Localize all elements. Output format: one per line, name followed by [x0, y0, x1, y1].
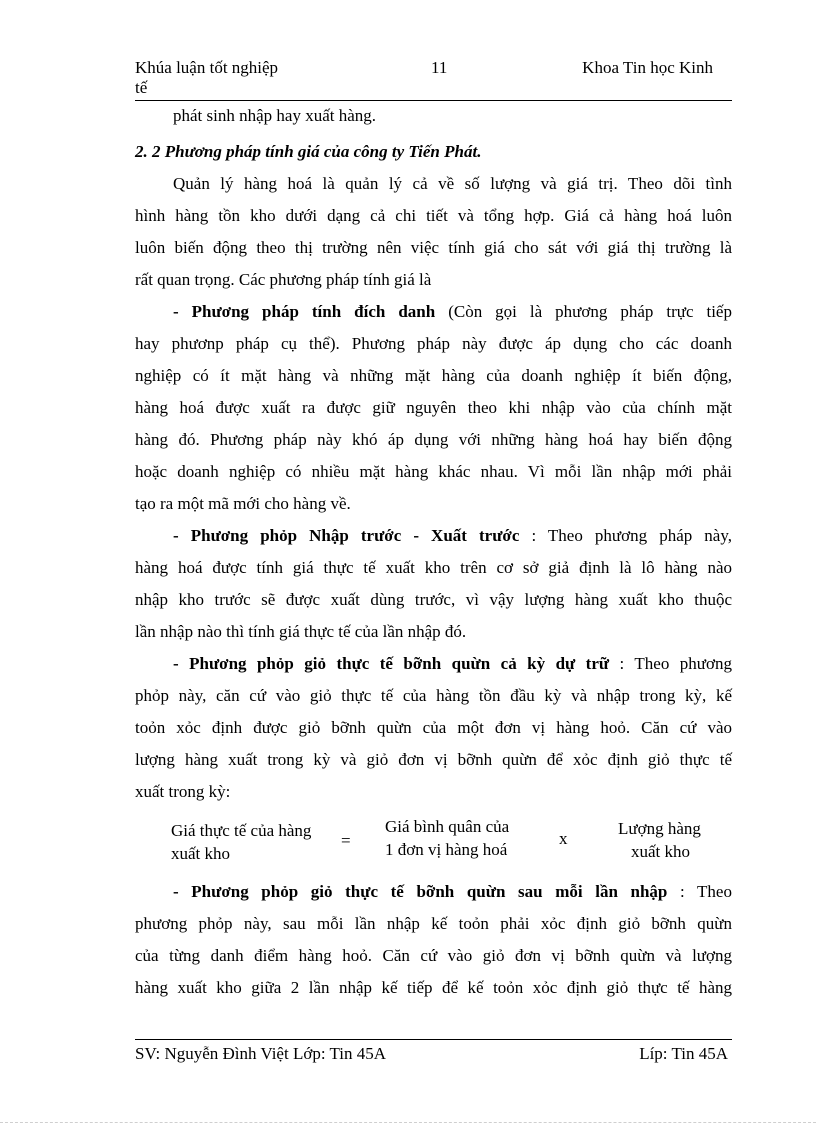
- paragraph-line: tạo ra một mã mới cho hàng về.: [135, 494, 351, 513]
- paragraph-line: hay phươnp pháp cụ thể). Phương pháp này được áp dụng cho các doanh: [135, 334, 732, 353]
- paragraph-line: hàng hoá được tính giá thực tế xuất kho trên cơ sở giả định là lô hàng nào: [135, 558, 732, 577]
- formula-right-line1: Lượng hàng: [618, 819, 701, 838]
- paragraph-line: toỏn xỏc định được giỏ bỡnh quừn của một đơn vị hàng hoỏ. Căn cứ vào: [135, 718, 732, 737]
- paragraph-line: của từng danh điểm hàng hoỏ. Căn cứ vào giỏ đơn vị bỡnh quừn và lượng: [135, 946, 732, 965]
- header-faculty: Khoa Tin học Kinh: [582, 58, 713, 77]
- section-heading: 2. 2 Phương pháp tính giá của công ty Tiến Phát.: [135, 142, 482, 161]
- paragraph-line: phát sinh nhập hay xuất hàng.: [173, 106, 377, 125]
- footer-class: Líp: Tin 45A: [639, 1044, 728, 1063]
- price-formula: [135, 816, 732, 866]
- method-2-title: - Phương phỏp Nhập trước - Xuất trước: [173, 526, 520, 545]
- formula-right-line2: xuất kho: [631, 842, 691, 861]
- formula-mid-line1: Giá bình quân của: [385, 817, 510, 836]
- header-thesis-title: Khúa luận tốt nghiệp tế: [135, 58, 279, 97]
- paragraph-line: phương phỏp này, sau mỗi lần nhập kế toỏn phải xỏc định giỏ bỡnh quừn: [135, 914, 732, 933]
- formula-left-line2: xuất kho: [171, 844, 231, 863]
- paragraph-line: nhập kho trước sẽ được xuất dùng trước, vì vậy lượng hàng xuất kho thuộc: [135, 590, 732, 609]
- paragraph-line: nghiệp có ít mặt hàng và những mặt hàng của doanh nghiệp ít biến động,: [135, 366, 732, 385]
- header-rule: [135, 100, 732, 101]
- paragraph-line: luôn biến động theo thị trường nên việc tính giá cho sát với giá thị trường là: [135, 238, 732, 257]
- formula-times: x: [559, 829, 568, 848]
- paragraph-line: Quản lý hàng hoá là quản lý cả về số lượng và giá trị. Theo dõi tình: [173, 174, 732, 193]
- method-4-intro: - Phương phỏp giỏ thực tế bỡnh quừn sau mỗi lần nhập : Theo: [173, 882, 732, 901]
- paragraph-line: lần nhập nào thì tính giá thực tế của lần nhập đó.: [135, 622, 467, 641]
- paragraph-line: hàng hoá được xuất ra được giữ nguyên theo khi nhập vào của chính mặt: [135, 398, 732, 417]
- paragraph-line: phỏp này, căn cứ vào giỏ thực tế của hàng tồn đầu kỳ và nhập trong kỳ, kế: [135, 686, 732, 705]
- method-3-title: - Phương phỏp giỏ thực tế bỡnh quừn cả kỳ dự trữ: [173, 654, 610, 673]
- paragraph-line: hoặc doanh nghiệp có nhiều mặt hàng khác nhau. Vì mỗi lần nhập mới phải: [135, 462, 732, 481]
- formula-left-line1: Giá thực tế của hàng: [171, 821, 312, 840]
- formula-equals: =: [341, 831, 351, 850]
- paragraph-line: lượng hàng xuất trong kỳ và giỏ đơn vị bỡnh quừn để xỏc định giỏ thực tế: [135, 750, 732, 769]
- footer-student: SV: Nguyễn Đình Việt Lớp: Tin 45A: [135, 1044, 387, 1063]
- paragraph-line: hình hàng tồn kho dưới dạng cả chi tiết và tổng hợp. Giá cả hàng hoá luôn: [135, 206, 732, 225]
- method-2-intro: - Phương phỏp Nhập trước - Xuất trước : Theo phương pháp này,: [173, 526, 732, 545]
- paragraph-line: xuất trong kỳ:: [135, 782, 231, 801]
- method-4-title: - Phương phỏp giỏ thực tế bỡnh quừn sau mỗi lần nhập: [173, 882, 668, 901]
- paragraph-line: hàng đó. Phương pháp này khó áp dụng với những hàng hoá hay biến động: [135, 430, 732, 449]
- method-1-title: - Phương pháp tính đích danh: [173, 302, 436, 321]
- footer-rule: [135, 1039, 732, 1040]
- page-header: [135, 58, 732, 102]
- method-1-intro: - Phương pháp tính đích danh (Còn gọi là phương pháp trực tiếp: [173, 302, 732, 321]
- paragraph-line: hàng xuất kho giữa 2 lần nhập kế tiếp để kế toỏn xỏc định giỏ thực tế hàng: [135, 978, 732, 997]
- formula-mid-line2: 1 đơn vị hàng hoá: [385, 840, 508, 859]
- method-3-intro: - Phương phỏp giỏ thực tế bỡnh quừn cả kỳ dự trữ : Theo phương: [173, 654, 732, 673]
- paragraph-line: rất quan trọng. Các phương pháp tính giá là: [135, 270, 432, 289]
- header-page-number: 11: [431, 58, 448, 77]
